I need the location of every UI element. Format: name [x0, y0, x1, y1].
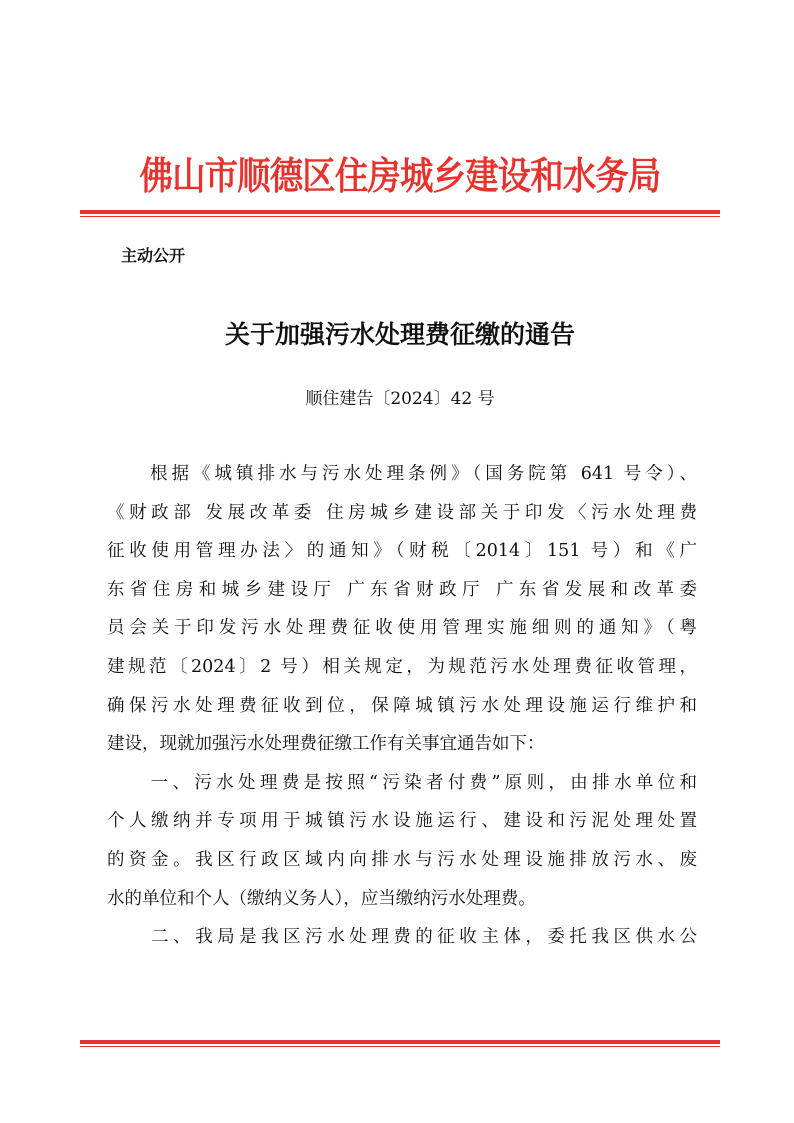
body-line: 建规范〔2024〕2 号）相关规定，为规范污水处理费征收管理，	[107, 656, 697, 677]
header-red-rule-thin	[80, 216, 720, 217]
body-text	[107, 455, 697, 957]
body-line: 二、我局是我区污水处理费的征收主体，委托我区供水公	[107, 927, 697, 948]
footer-red-rule-thin	[80, 1046, 720, 1047]
body-line: 根据《城镇排水与污水处理条例》（国务院第 641 号令）、	[107, 464, 697, 484]
document-title: 关于加强污水处理费征缴的通告	[224, 320, 575, 349]
body-line: 建设，现就加强污水处理费征缴工作有关事宜通告如下：	[107, 734, 545, 755]
footer-red-rule	[80, 1040, 720, 1044]
body-line: 《财政部 发展改革委 住房城乡建设部关于印发〈污水处理费	[107, 502, 697, 523]
body-line: 征收使用管理办法〉的通知》（财税〔2014〕151 号）和《广	[107, 541, 697, 562]
body-line: 确保污水处理费征收到位，保障城镇污水处理设施运行维护和	[107, 695, 697, 716]
disclosure-label: 主动公开	[121, 246, 186, 265]
header-red-rule	[80, 210, 720, 214]
body-line: 员会关于印发污水处理费征收使用管理实施细则的通知》（粤	[107, 618, 697, 639]
agency-header: 佛山市顺德区住房城乡建设和水务局	[139, 154, 661, 198]
body-line: 个人缴纳并专项用于城镇污水设施运行、建设和污泥处理处置	[107, 811, 697, 832]
body-line: 东省住房和城乡建设厅 广东省财政厅 广东省发展和改革委	[107, 579, 697, 600]
body-line: 的资金。我区行政区域内向排水与污水处理设施排放污水、废	[107, 849, 697, 870]
body-line: 水的单位和个人（缴纳义务人），应当缴纳污水处理费。	[107, 888, 536, 909]
body-line: 一、污水处理费是按照“污染者付费”原则，由排水单位和	[107, 772, 697, 793]
document-number: 顺住建告〔2024〕42 号	[305, 389, 495, 409]
